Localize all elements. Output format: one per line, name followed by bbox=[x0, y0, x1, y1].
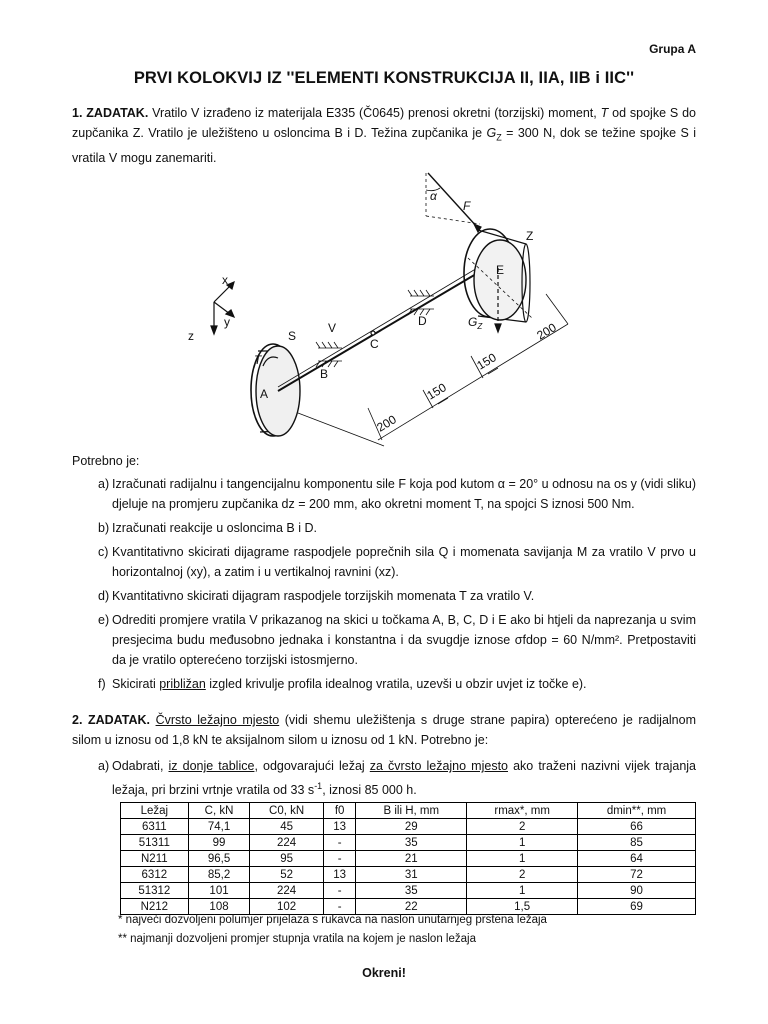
task1-item-c bbox=[72, 542, 696, 582]
item-text-underlined: približan bbox=[159, 677, 206, 691]
weight-arrowhead bbox=[495, 324, 501, 332]
point-c-marker bbox=[371, 331, 375, 335]
task2-lead-underlined: Čvrsto ležajno mjesto bbox=[155, 713, 280, 727]
dimension-4: 200 bbox=[534, 320, 559, 343]
table-cell: 31 bbox=[356, 867, 467, 883]
label-c: C bbox=[370, 337, 379, 351]
table-cell: 13 bbox=[323, 867, 356, 883]
gear-face bbox=[474, 240, 526, 320]
item-part-4: , iznosi 85 000 h. bbox=[322, 783, 417, 798]
item-marker: a) bbox=[98, 477, 110, 491]
item-text: Izračunati radijalnu i tangencijalnu komponentu sile F koja pod kutom α = 20° u odnosu na os y (vidi sliku) djeluje na promjeru zupčanika dz = 200 mm, ako okretni moment T, na spojci S iznosi 500 Nm. bbox=[112, 477, 696, 511]
dimension-3: 150 bbox=[474, 350, 499, 373]
label-e: E bbox=[496, 263, 505, 277]
item-marker: c) bbox=[98, 545, 109, 559]
table-cell: 72 bbox=[578, 867, 696, 883]
table-cell: 85,2 bbox=[188, 867, 250, 883]
dimension-1: 200 bbox=[374, 412, 399, 435]
table-cell: 35 bbox=[356, 883, 467, 899]
item-marker: a) bbox=[98, 759, 110, 773]
table-cell: 1 bbox=[467, 883, 578, 899]
label-a: A bbox=[260, 387, 269, 401]
item-text-b: izgled krivulje profila idealnog vratila, uzevši u obzir uvjet iz točke e). bbox=[205, 677, 587, 691]
label-alpha: α bbox=[430, 189, 437, 203]
z-axis-arrowhead bbox=[211, 326, 217, 334]
table-row bbox=[121, 851, 696, 867]
table-cell: 21 bbox=[356, 851, 467, 867]
column-header: f0 bbox=[323, 803, 356, 819]
item-text: Izračunati reakcije u osloncima B i D. bbox=[112, 521, 317, 535]
shaft-line-upper bbox=[278, 258, 494, 387]
item-part-3: ako traženi nazivni vijek trajanja ležaja, pri brzini vrtnje vratila od 33 s bbox=[112, 759, 697, 798]
task1-intro-text-a: Vratilo V izrađeno iz materijala E335 (Č0645) prenosi okretni (torzijski) moment, bbox=[148, 106, 601, 120]
item-text: Kvantitativno skicirati dijagrame raspodjele poprečnih sila Q i momenata savijanja M za vratilo V prvo u horizontalnoj (xy), a zatim i u vertikalnoj ravnini (xz). bbox=[112, 545, 696, 579]
column-header: C0, kN bbox=[250, 803, 323, 819]
table-cell: N212 bbox=[121, 899, 189, 915]
axis-z-label: z bbox=[188, 329, 194, 343]
item-superscript: -1 bbox=[314, 781, 323, 791]
column-header: rmax*, mm bbox=[467, 803, 578, 819]
task1-item-b bbox=[72, 518, 696, 538]
x-axis bbox=[214, 286, 230, 302]
bearing-table bbox=[120, 802, 696, 915]
shaft-diagram bbox=[178, 168, 598, 450]
page-title: PRVI KOLOKVIJ IZ ''ELEMENTI KONSTRUKCIJA II, IIA, IIB i IIC'' bbox=[133, 69, 635, 87]
table-cell: 6312 bbox=[121, 867, 189, 883]
table-cell: 6311 bbox=[121, 819, 189, 835]
table-cell: 22 bbox=[356, 899, 467, 915]
item-marker: f) bbox=[98, 677, 106, 691]
table-cell: 45 bbox=[250, 819, 323, 835]
table-cell: 29 bbox=[356, 819, 467, 835]
column-header: B ili H, mm bbox=[356, 803, 467, 819]
table-footnote-2: ** najmanji dozvoljeni promjer stupnja vratila na kojem je naslon ležaja bbox=[118, 933, 476, 945]
item-text-a: Skicirati bbox=[112, 677, 160, 691]
label-b: B bbox=[320, 367, 329, 381]
table-cell: 1,5 bbox=[467, 899, 578, 915]
item-part-2: , odgovarajući ležaj bbox=[254, 759, 370, 773]
table-cell: 51311 bbox=[121, 835, 189, 851]
label-d: D bbox=[418, 314, 427, 328]
table-cell: 52 bbox=[250, 867, 323, 883]
label-t: T bbox=[254, 353, 262, 367]
table-row bbox=[121, 819, 696, 835]
turn-page-note: Okreni! bbox=[362, 966, 406, 980]
table-cell: 2 bbox=[467, 819, 578, 835]
table-row bbox=[121, 867, 696, 883]
table-cell: 2 bbox=[467, 867, 578, 883]
table-row bbox=[121, 899, 696, 915]
table-cell: 1 bbox=[467, 835, 578, 851]
task1-label: 1. ZADATAK. bbox=[72, 106, 149, 120]
table-cell: - bbox=[323, 835, 356, 851]
task1-item-f bbox=[72, 674, 696, 694]
table-cell: 13 bbox=[323, 819, 356, 835]
table-cell: - bbox=[323, 851, 356, 867]
table-cell: 66 bbox=[578, 819, 696, 835]
table-cell: - bbox=[323, 883, 356, 899]
task2-intro-text: (vidi shemu uležištenja s druge strane papira) opterećeno je radijalnom silom u iznosu od 1,8 kN te aksijalnom silom u iznosu od 1 kN. Potrebno je: bbox=[72, 713, 696, 747]
column-header: C, kN bbox=[188, 803, 250, 819]
weight-symbol: G bbox=[486, 126, 497, 140]
group-label: Grupa A bbox=[649, 42, 696, 56]
table-cell: 51312 bbox=[121, 883, 189, 899]
label-z: Z bbox=[526, 229, 534, 243]
requirements-heading: Potrebno je: bbox=[72, 454, 140, 468]
task2-intro bbox=[72, 710, 696, 750]
table-cell: 99 bbox=[188, 835, 250, 851]
column-header: Ležaj bbox=[121, 803, 189, 819]
table-cell: 108 bbox=[188, 899, 250, 915]
item-marker: e) bbox=[98, 613, 110, 627]
table-cell: 90 bbox=[578, 883, 696, 899]
table-cell: 1 bbox=[467, 851, 578, 867]
item-part-1: Odabrati, bbox=[112, 759, 169, 773]
label-v: V bbox=[328, 321, 337, 335]
item-text: Kvantitativno skicirati dijagram raspodjele torzijskih momenata T za vratilo V. bbox=[112, 589, 535, 603]
table-cell: 224 bbox=[250, 835, 323, 851]
table-footnote-1: * najveći dozvoljeni polumjer prijelaza s rukavca na naslon unutarnjeg prstena ležaja bbox=[118, 914, 547, 926]
axis-y-label: y bbox=[224, 315, 230, 329]
force-ref-line-2 bbox=[426, 216, 480, 224]
table-cell: 35 bbox=[356, 835, 467, 851]
task2-label: 2. ZADATAK. bbox=[72, 713, 150, 727]
table-cell: 101 bbox=[188, 883, 250, 899]
weight-subscript: Z bbox=[496, 132, 502, 143]
table-cell: 224 bbox=[250, 883, 323, 899]
axis-x-label: x bbox=[222, 273, 228, 287]
table-cell: - bbox=[323, 899, 356, 915]
task2-items bbox=[72, 756, 696, 804]
table-cell: 69 bbox=[578, 899, 696, 915]
label-f: F bbox=[463, 199, 471, 213]
task1-items bbox=[72, 474, 696, 698]
table-cell: 64 bbox=[578, 851, 696, 867]
task2-item-a bbox=[72, 756, 696, 800]
label-gz: $G_Z$ bbox=[468, 315, 483, 331]
table-cell: 102 bbox=[250, 899, 323, 915]
table-row bbox=[121, 883, 696, 899]
table-header-row bbox=[121, 803, 696, 819]
item-marker: b) bbox=[98, 521, 110, 535]
task1-item-a bbox=[72, 474, 696, 514]
item-marker: d) bbox=[98, 589, 110, 603]
task1-item-d bbox=[72, 586, 696, 606]
item-text: Odrediti promjere vratila V prikazanog na skici u točkama A, B, C, D i E ako bi htjeli da naprezanja u svim presjecima budu međusobno jednaka i konstantna i da svugdje iznose σfdop = 60 N/mm². Pretpostaviti da je vratilo opterećeno torzijski istosmjerno. bbox=[112, 613, 696, 667]
torque-symbol: T bbox=[600, 106, 609, 120]
item-underlined-2: za čvrsto ležajno mjesto bbox=[369, 759, 508, 773]
dimension-2: 150 bbox=[424, 380, 449, 403]
item-underlined-1: iz donje tablice bbox=[168, 759, 255, 773]
table-row bbox=[121, 835, 696, 851]
task1-item-e bbox=[72, 610, 696, 670]
table-cell: 95 bbox=[250, 851, 323, 867]
task1-intro-text-b: od spojke S do zupčanika Z. Vratilo je uležišteno u osloncima B i D. Težina zupčanika je bbox=[72, 106, 696, 140]
task1-intro bbox=[72, 103, 696, 168]
table-cell: 96,5 bbox=[188, 851, 250, 867]
label-s: S bbox=[288, 329, 297, 343]
table-cell: 74,1 bbox=[188, 819, 250, 835]
table-cell: 85 bbox=[578, 835, 696, 851]
table-cell: N211 bbox=[121, 851, 189, 867]
task1-intro-text-c: = 300 N, dok se težine spojke S i vratila V mogu zanemariti. bbox=[72, 126, 696, 165]
column-header: dmin**, mm bbox=[578, 803, 696, 819]
